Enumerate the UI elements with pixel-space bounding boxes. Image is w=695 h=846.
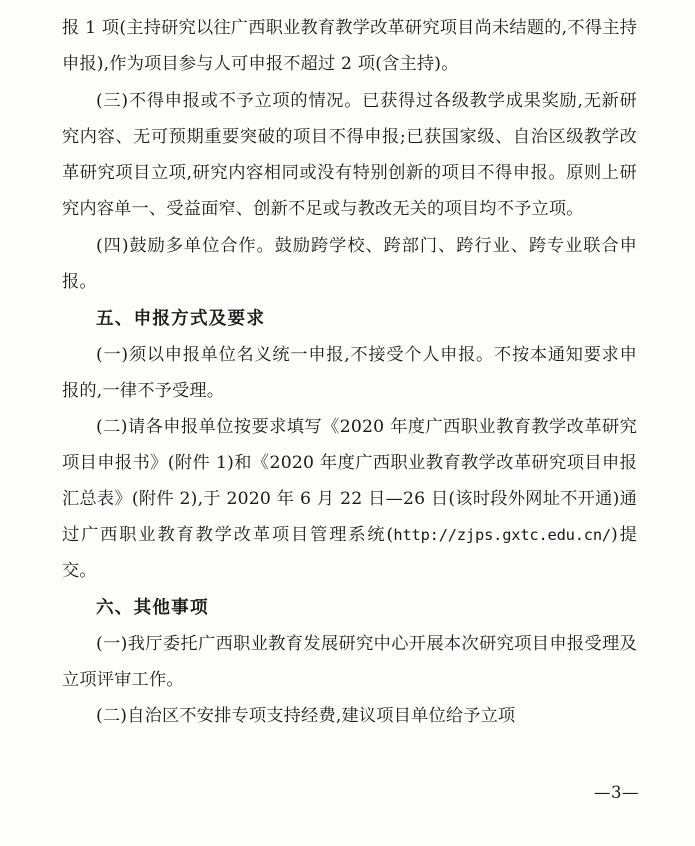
page-number: —3— xyxy=(594,783,639,802)
paragraph-item-1-section6: (一)我厅委托广西职业教育发展研究中心开展本次研究项目申报受理及立项评审工作。 xyxy=(62,634,637,690)
paragraph-continuation: 报 1 项(主持研究以往广西职业教育教学改革研究项目尚未结题的,不得主持申报),作为项目参与人可申报不超过 2 项(含主持)。 xyxy=(62,18,637,74)
section-heading-five: 五、申报方式及要求 xyxy=(96,309,266,329)
section-heading-six: 六、其他事项 xyxy=(96,598,209,618)
paragraph-item-2-section5: (二)请各申报单位按要求填写《2020 年度广西职业教育教学改革研究项目申报书》(附件 1)和《2020 年度广西职业教育教学改革研究项目申报汇总表》(附件 2),于 2020 年 6 月 22 日—26 日(该时段外网址不开通)通过广西职业教育教学改革项目管理系统(http://zjps.gxtc.edu.cn/)提交。 xyxy=(62,417,637,581)
paragraph-item-1-section5: (一)须以申报单位名义统一申报,不接受个人申报。不按本通知要求申报的,一律不予受理。 xyxy=(62,345,637,401)
paragraph-item-3: (三)不得申报或不予立项的情况。已获得过各级教学成果奖励,无新研究内容、无可预期重要突破的项目不得申报;已获国家级、自治区级教学改革研究项目立项,研究内容相同或没有特别创新的项目不得申报。原则上研究内容单一、受益面窄、创新不足或与教改无关的项目均不予立项。 xyxy=(62,91,637,219)
submission-system-url: http://zjps.gxtc.edu.cn/ xyxy=(393,526,611,544)
paragraph-item-2-section6: (二)自治区不安排专项支持经费,建议项目单位给予立项 xyxy=(96,706,516,726)
paragraph-item-4: (四)鼓励多单位合作。鼓励跨学校、跨部门、跨行业、跨专业联合申报。 xyxy=(62,236,637,292)
